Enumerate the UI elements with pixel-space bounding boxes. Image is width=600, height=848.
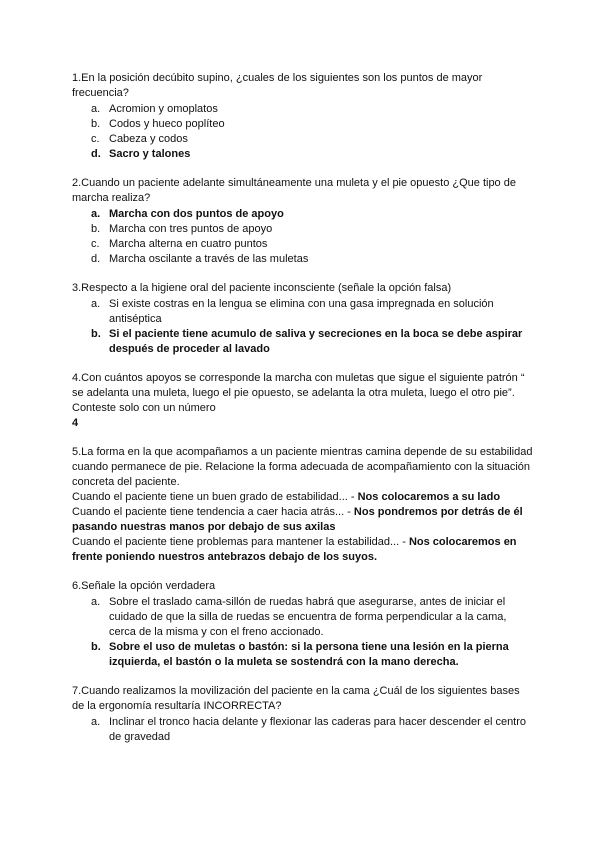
option-item	[72, 715, 534, 745]
option-text: Marcha alterna en cuatro puntos	[109, 238, 268, 250]
match-answer: Nos pondremos por detrás de él pasando nuestras manos por debajo de sus axilas	[72, 506, 523, 533]
option-text: Acromion y omoplatos	[109, 103, 218, 115]
option-item	[72, 595, 534, 640]
option-item	[72, 252, 534, 267]
option-item-correct	[72, 207, 534, 222]
option-item	[72, 102, 534, 117]
option-text: Inclinar el tronco hacia delante y flexionar las caderas para hacer descender el centro de gravedad	[109, 716, 527, 743]
match-pair	[72, 535, 534, 565]
option-text: Marcha con dos puntos de apoyo	[109, 208, 284, 220]
document-page	[72, 71, 534, 759]
option-marker: a.	[91, 103, 101, 115]
option-item	[72, 297, 534, 327]
question-5	[72, 445, 534, 565]
option-list	[72, 207, 534, 267]
question-7	[72, 684, 534, 745]
option-item	[72, 237, 534, 252]
question-stem: 5.La forma en la que acompañamos a un paciente mientras camina depende de su estabilidad cuando permanece de pie. Relacione la forma adecuada de acompañamiento con la situación concreta del paciente.	[72, 446, 533, 488]
option-list	[72, 102, 534, 162]
match-pair	[72, 490, 534, 505]
option-marker: b.	[91, 641, 101, 653]
option-marker: d.	[91, 148, 101, 160]
question-stem: 3.Respecto a la higiene oral del paciente inconsciente (señale la opción falsa)	[72, 282, 452, 294]
option-text: Sobre el uso de muletas o bastón: si la persona tiene una lesión en la pierna izquierda, el bastón o la muleta se sostendrá con la mano derecha.	[109, 641, 509, 668]
option-marker: d.	[91, 253, 101, 265]
question-stem: 1.En la posición decúbito supino, ¿cuales de los siguientes son los puntos de mayor frecuencia?	[72, 72, 483, 99]
option-text: Codos y hueco poplíteo	[109, 118, 225, 130]
option-text: Si existe costras en la lengua se elimina con una gasa impregnada en solución antiséptica	[109, 298, 494, 325]
option-text: Si el paciente tiene acumulo de saliva y secreciones en la boca se debe aspirar después de proceder al lavado	[109, 328, 523, 355]
question-stem: 7.Cuando realizamos la movilización del paciente en la cama ¿Cuál de los siguientes bases de la ergonomía resultaría INCORRECTA?	[72, 685, 520, 712]
option-marker: a.	[91, 298, 101, 310]
question-4	[72, 371, 534, 431]
match-prompt: Cuando el paciente tiene un buen grado de estabilidad... -	[72, 491, 355, 503]
question-stem: 6.Señale la opción verdadera	[72, 580, 216, 592]
match-answer: Nos colocaremos a su lado	[357, 491, 501, 503]
option-marker: c.	[91, 133, 100, 145]
answer-value: 4	[72, 417, 79, 429]
question-6	[72, 579, 534, 670]
match-answer: Nos colocaremos en frente poniendo nuestros antebrazos debajo de los suyos.	[72, 536, 517, 563]
question-2	[72, 176, 534, 267]
match-pair	[72, 505, 534, 535]
option-marker: c.	[91, 238, 100, 250]
option-item-correct	[72, 640, 534, 670]
option-item-correct	[72, 147, 534, 162]
option-marker: a.	[91, 596, 101, 608]
option-text: Sobre el traslado cama-sillón de ruedas habrá que asegurarse, antes de iniciar el cuidado de que la silla de ruedas se encuentra de forma perpendicular a la cama, cerca de la misma y con el freno accionado.	[109, 596, 507, 638]
option-text: Cabeza y codos	[109, 133, 188, 145]
option-marker: b.	[91, 223, 101, 235]
question-3	[72, 281, 534, 357]
option-marker: b.	[91, 328, 101, 340]
option-list	[72, 715, 534, 745]
option-text: Marcha oscilante a través de las muletas	[109, 253, 309, 265]
option-item	[72, 222, 534, 237]
option-item-correct	[72, 327, 534, 357]
option-marker: b.	[91, 118, 101, 130]
option-text: Marcha con tres puntos de apoyo	[109, 223, 273, 235]
option-marker: a.	[91, 208, 101, 220]
match-prompt: Cuando el paciente tiene tendencia a caer hacia atrás... -	[72, 506, 351, 518]
option-marker: a.	[91, 716, 101, 728]
option-item	[72, 117, 534, 132]
question-1	[72, 71, 534, 162]
question-stem: 2.Cuando un paciente adelante simultáneamente una muleta y el pie opuesto ¿Que tipo de marcha realiza?	[72, 177, 516, 204]
option-list	[72, 297, 534, 357]
option-list	[72, 595, 534, 670]
option-text: Sacro y talones	[109, 148, 191, 160]
match-prompt: Cuando el paciente tiene problemas para mantener la estabilidad... -	[72, 536, 406, 548]
question-stem: 4.Con cuántos apoyos se corresponde la marcha con muletas que sigue el siguiente patrón “ se adelanta una muleta, luego el pie opuesto, se adelanta la otra muleta, luego el otro pie”. Conteste solo con un número	[72, 372, 525, 414]
option-item	[72, 132, 534, 147]
